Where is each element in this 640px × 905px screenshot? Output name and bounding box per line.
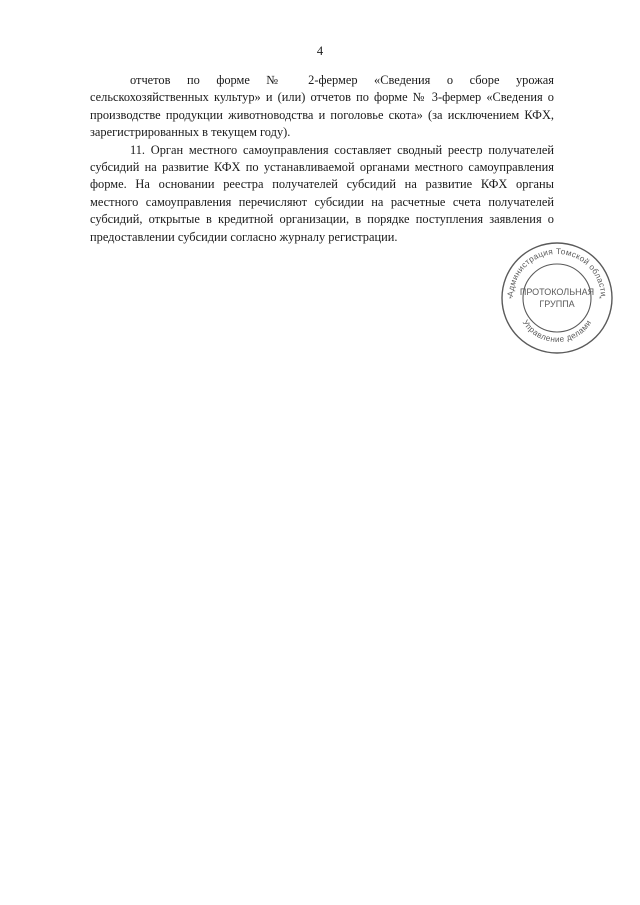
document-body <box>90 72 554 246</box>
stamp-outer-bottom-text: Управление делами <box>520 318 594 345</box>
stamp-graphic <box>499 240 615 356</box>
protocol-group-stamp <box>499 240 615 356</box>
paragraph-item-11: 11. Орган местного самоуправления составляет сводный реестр получателей субсидий на развитие КФХ по устанавливаемой органами местного самоуправления форме. На основании реестра получателей субсидий на развитие КФХ органы местного самоуправления перечисляют субсидии на расчетные счета получателей субсидий, открытые в кредитной организации, в порядке поступления заявления о предоставлении субсидии согласно журналу регистрации. <box>90 142 554 244</box>
stamp-outer-top-text: Администрация Томской области <box>505 246 609 298</box>
svg-text:Управление делами <box>521 318 594 344</box>
paragraph-continuation: отчетов по форме № 2-фермер «Сведения о сборе урожая сельскохозяйственных культур» и (или) отчетов по форме № 3-фермер «Сведения о производстве продукции животноводства и поголовье скота» (за исключением КФХ, зарегистрированных в текущем году). <box>90 73 554 140</box>
page-number: 4 <box>316 44 324 58</box>
stamp-star-left: * <box>509 296 512 303</box>
stamp-center-line-1: ПРОТОКОЛЬНАЯ <box>519 287 595 297</box>
stamp-center-line-2: ГРУППА <box>539 299 575 309</box>
stamp-star-right: * <box>599 296 602 303</box>
